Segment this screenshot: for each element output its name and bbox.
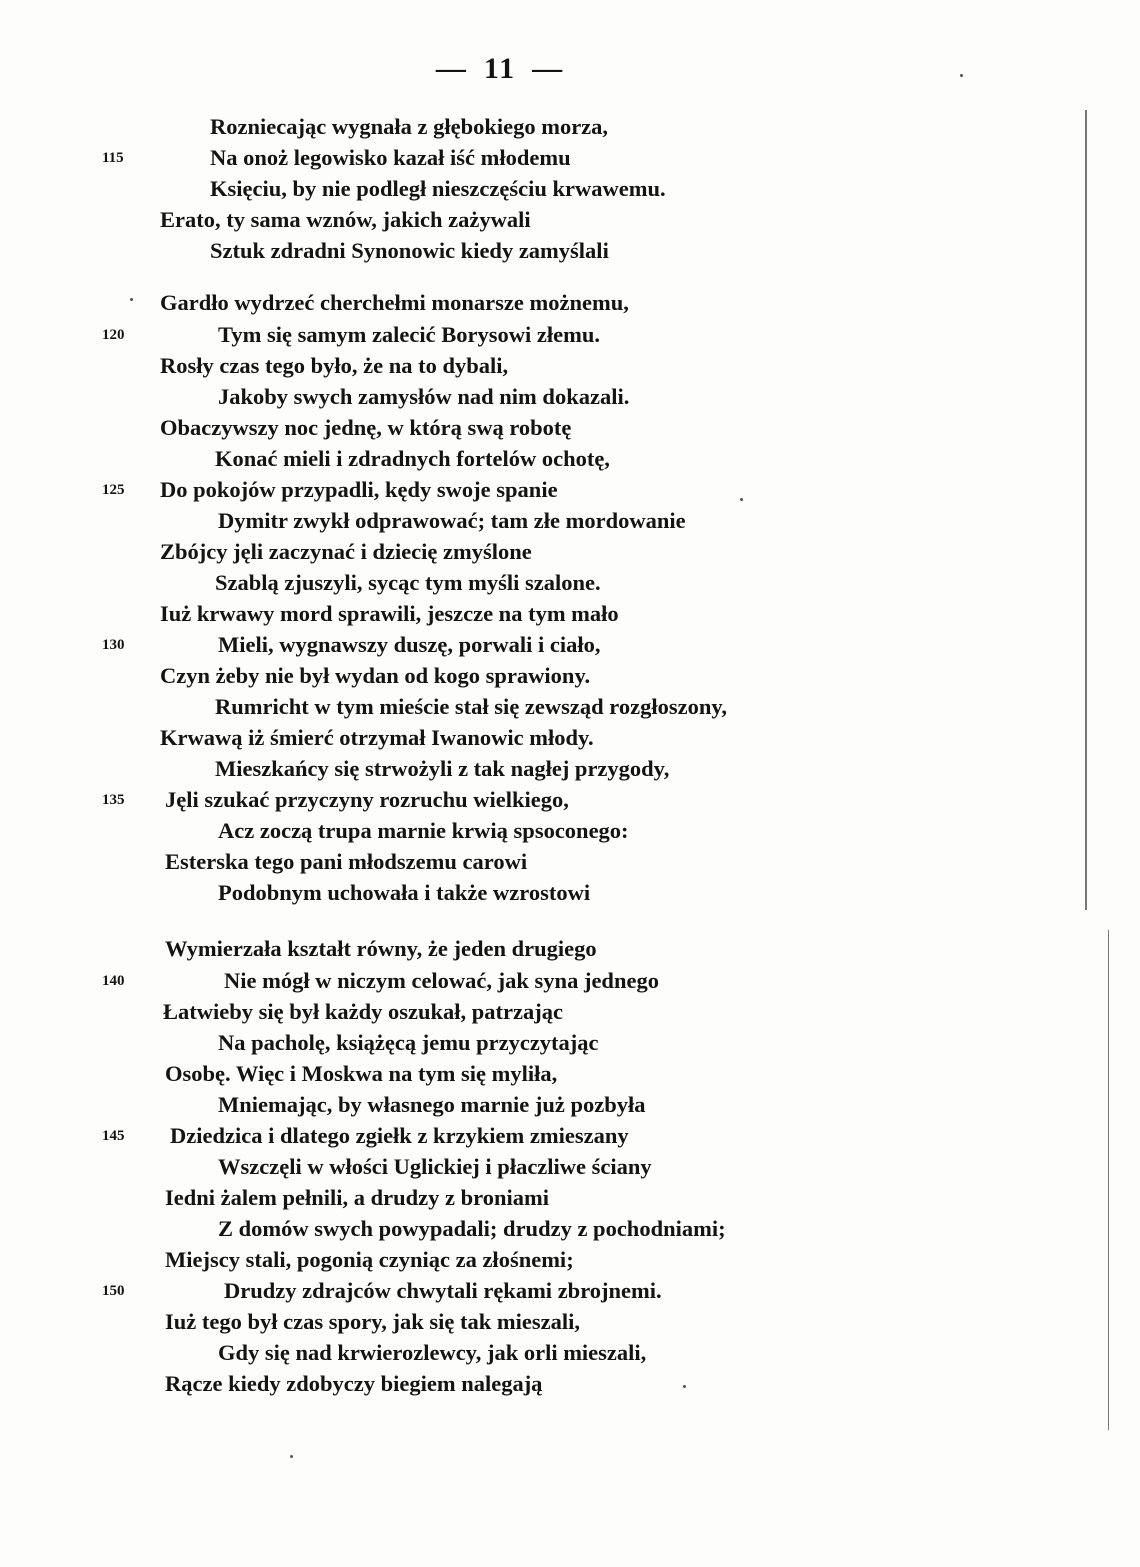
line-number: 135 [102, 792, 125, 808]
page-number-value: 11 [483, 52, 517, 85]
line-number: 130 [102, 637, 125, 653]
verse-line: Iuż tego był czas spory, jak się tak mieszali, [165, 1309, 580, 1334]
verse-line: Na pacholę, książęcą jemu przyczytając [218, 1030, 599, 1055]
em-dash-right: — [532, 52, 565, 85]
verse-line: Gardło wydrzeć cherchełmi monarsze możnemu, [160, 290, 629, 315]
verse-line: Acz zoczą trupa marnie krwią spsoconego: [218, 818, 629, 843]
verse-line: Iedni żalem pełnili, a drudzy z broniami [165, 1185, 549, 1210]
line-number: 145 [102, 1128, 125, 1144]
scan-speck [683, 1385, 686, 1388]
verse-line: Gdy się nad krwierozlewcy, jak orli mieszali, [218, 1340, 647, 1365]
line-number: 140 [102, 973, 125, 989]
verse-line: Rosły czas tego było, że na to dybali, [160, 353, 509, 378]
line-number: 150 [102, 1283, 125, 1299]
em-dash-left: — [435, 52, 468, 85]
verse-line: Wymierzała kształt równy, że jeden drugiego [165, 936, 597, 961]
verse-line: Mniemając, by własnego marnie już pozbyła [218, 1092, 646, 1117]
verse-line: Erato, ty sama wznów, jakich zażywali [160, 207, 531, 232]
verse-line: Krwawą iż śmierć otrzymał Iwanowic młody. [160, 725, 594, 750]
verse-line: Konać mieli i zdradnych fortelów ochotę, [215, 446, 610, 471]
verse-line: Iuż krwawy mord sprawili, jeszcze na tym mało [160, 601, 619, 626]
verse-line: Dziedzica i dlatego zgiełk z krzykiem zmieszany [170, 1123, 629, 1148]
verse-line: Miejscy stali, pogonią czyniąc za złośnemi; [165, 1247, 574, 1272]
verse-line: Osobę. Więc i Moskwa na tym się myliła, [165, 1061, 558, 1086]
verse-line: Sztuk zdradni Synonowic kiedy zamyślali [210, 238, 609, 263]
scan-edge-line [1108, 930, 1109, 1430]
scan-speck [960, 74, 963, 77]
scan-speck [130, 298, 133, 301]
line-number: 125 [102, 482, 125, 498]
verse-line: Z domów swych powypadali; drudzy z pochodniami; [218, 1216, 726, 1241]
verse-line: Mieli, wygnawszy duszę, porwali i ciało, [218, 632, 601, 657]
line-number: 115 [102, 150, 124, 166]
verse-line: Jakoby swych zamysłów nad nim dokazali. [218, 384, 630, 409]
verse-line: Czyn żeby nie był wydan od kogo sprawiony. [160, 663, 591, 688]
verse-line: Esterska tego pani młodszemu carowi [165, 849, 528, 874]
verse-line: Wszczęli w włości Uglickiej i płaczliwe ściany [218, 1154, 652, 1179]
verse-line: Łatwieby się był każdy oszukał, patrzając [163, 999, 564, 1024]
scan-edge-line [1085, 110, 1087, 910]
verse-line: Nie mógł w niczym celować, jak syna jednego [224, 968, 659, 993]
verse-line: Księciu, by nie podległ nieszczęściu krwawemu. [210, 176, 666, 201]
verse-line: Szablą zjuszyli, sycąc tym myśli szalone. [215, 570, 601, 595]
verse-line: Do pokojów przypadli, kędy swoje spanie [160, 477, 558, 502]
scan-speck [740, 498, 743, 501]
verse-line: Zbójcy jęli zaczynać i dziecię zmyślone [160, 539, 532, 564]
verse-line: Na onoż legowisko kazał iść młodemu [210, 145, 571, 170]
verse-line: Rumricht w tym mieście stał się zewsząd rozgłoszony, [215, 694, 727, 719]
verse-line: Mieszkańcy się strwożyli z tak nagłej przygody, [215, 756, 670, 781]
page-number [0, 52, 1000, 86]
verse-line: Obaczywszy noc jednę, w którą swą robotę [160, 415, 572, 440]
verse-line: Jęli szukać przyczyny rozruchu wielkiego, [165, 787, 569, 812]
verse-line: Drudzy zdrajców chwytali rękami zbrojnemi. [224, 1278, 662, 1303]
verse-line: Podobnym uchowała i także wzrostowi [218, 880, 591, 905]
verse-line: Rozniecając wygnała z głębokiego morza, [210, 114, 609, 139]
verse-line: Tym się samym zalecić Borysowi złemu. [218, 322, 600, 347]
verse-line: Dymitr zwykł odprawować; tam złe mordowanie [218, 508, 686, 533]
verse-line: Rącze kiedy zdobyczy biegiem nalegają [165, 1371, 543, 1396]
line-number: 120 [102, 327, 125, 343]
scan-speck [290, 1455, 293, 1458]
